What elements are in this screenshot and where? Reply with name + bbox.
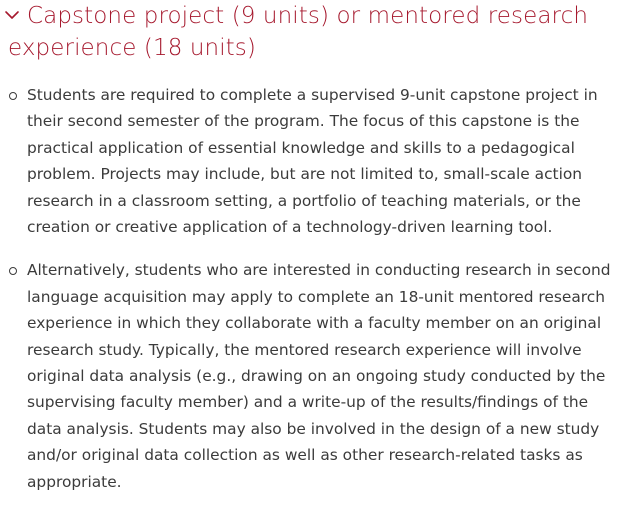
section-title-text[interactable]: Capstone project (9 units) or mentored research experience (18 units) <box>8 3 589 61</box>
section-title[interactable] <box>8 0 617 64</box>
list-item <box>0 257 617 495</box>
list-item-text: Alternatively, students who are interested in conducting research in second language acquisition may apply to complete an 18-unit mentored research experience in which they collaborate with a faculty member on an original research study. Typically, the mentored research experience will involve original data analysis (e.g., drawing on an ongoing study conducted by the supervising faculty member) and a write-up of the results/findings of the data analysis. Students may also be involved in the design of a new study and/or original data collection as well as other research-related tasks as appropriate. <box>27 261 611 491</box>
circle-bullet-icon <box>9 92 17 100</box>
accordion-header[interactable] <box>0 0 617 64</box>
circle-bullet-icon <box>9 267 17 275</box>
accordion-body <box>0 82 617 495</box>
list-item-text: Students are required to complete a supervised 9-unit capstone project in their second semester of the program. The focus of this capstone is the practical application of essential knowledge and skills to a pedagogical problem. Projects may include, but are not limited to, small-scale action research in a classroom setting, a portfolio of teaching materials, or the creation or creative application of a technology-driven learning tool. <box>27 86 598 237</box>
chevron-down-icon[interactable] <box>4 8 20 22</box>
list-item <box>0 82 617 240</box>
requirement-list <box>0 82 617 495</box>
